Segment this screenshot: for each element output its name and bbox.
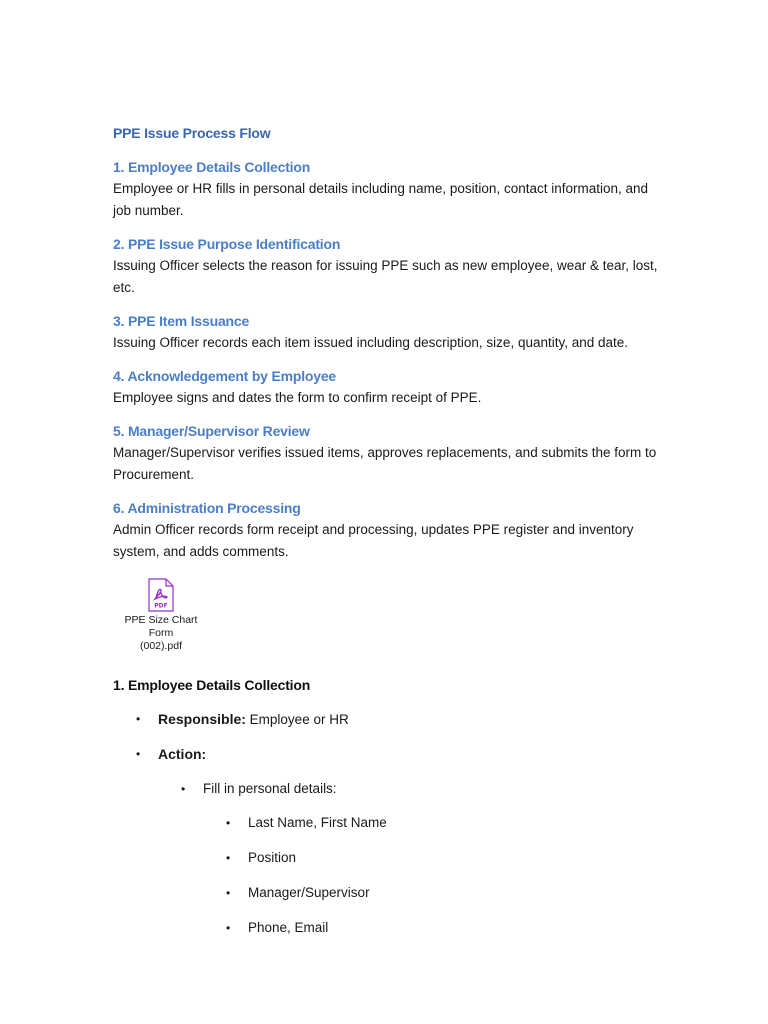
process-step — [113, 234, 658, 299]
bullet-icon: • — [226, 886, 231, 900]
list-item — [181, 779, 658, 938]
field-name: Manager/Supervisor — [248, 885, 370, 900]
step-description: Issuing Officer records each item issued including description, size, quantity, and date. — [113, 335, 629, 350]
action-label: Action: — [158, 746, 207, 762]
field-name: Position — [248, 850, 297, 865]
process-step — [113, 366, 658, 409]
step-description: Employee or HR fills in personal details including name, position, contact information, and job number. — [113, 181, 649, 218]
bullet-icon: • — [136, 712, 141, 726]
bullet-icon: • — [226, 851, 231, 865]
list-item — [226, 848, 658, 868]
responsible-label: Responsible: — [158, 711, 246, 727]
field-name: Last Name, First Name — [248, 815, 387, 830]
step-heading: 3. PPE Item Issuance — [113, 313, 250, 329]
section-heading: 1. Employee Details Collection — [113, 677, 311, 693]
action-list — [181, 779, 658, 938]
field-name: Phone, Email — [248, 920, 329, 935]
list-item — [136, 709, 658, 730]
bullet-icon: • — [226, 816, 231, 830]
fields-list — [226, 813, 658, 938]
step-description: Issuing Officer selects the reason for issuing PPE such as new employee, wear & tear, lost, etc. — [113, 258, 658, 295]
list-item — [136, 744, 658, 938]
attachment-filename-line: PPE Size Chart Form — [124, 614, 198, 639]
action-item: Fill in personal details: — [203, 781, 337, 796]
document-title: PPE Issue Process Flow — [113, 125, 271, 141]
process-step — [113, 498, 658, 563]
step-description: Manager/Supervisor verifies issued items, approves replacements, and submits the form to Procurement. — [113, 445, 657, 482]
process-step — [113, 421, 658, 486]
list-item — [226, 883, 658, 903]
detail-list — [136, 709, 658, 938]
pdf-file-icon[interactable] — [148, 578, 174, 612]
bullet-icon: • — [226, 921, 231, 935]
process-step — [113, 157, 658, 222]
attachment-filename-line: (002).pdf — [139, 640, 183, 652]
svg-text:PDF: PDF — [154, 602, 168, 610]
bullet-icon: • — [136, 747, 141, 761]
step-heading: 4. Acknowledgement by Employee — [113, 368, 336, 384]
document-page — [113, 123, 658, 953]
process-step — [113, 311, 658, 354]
attachment-filename — [113, 614, 209, 653]
step-description: Admin Officer records form receipt and processing, updates PPE register and inventory system, and adds comments. — [113, 522, 634, 559]
bullet-icon: • — [181, 782, 186, 796]
step-heading: 5. Manager/Supervisor Review — [113, 423, 310, 439]
list-item — [226, 813, 658, 833]
step-description: Employee signs and dates the form to confirm receipt of PPE. — [113, 390, 482, 405]
list-item — [226, 918, 658, 938]
step-heading: 6. Administration Processing — [113, 500, 301, 516]
pdf-attachment[interactable] — [113, 578, 209, 653]
responsible-value: Employee or HR — [249, 712, 349, 727]
step-heading: 1. Employee Details Collection — [113, 159, 311, 175]
step-heading: 2. PPE Issue Purpose Identification — [113, 236, 341, 252]
